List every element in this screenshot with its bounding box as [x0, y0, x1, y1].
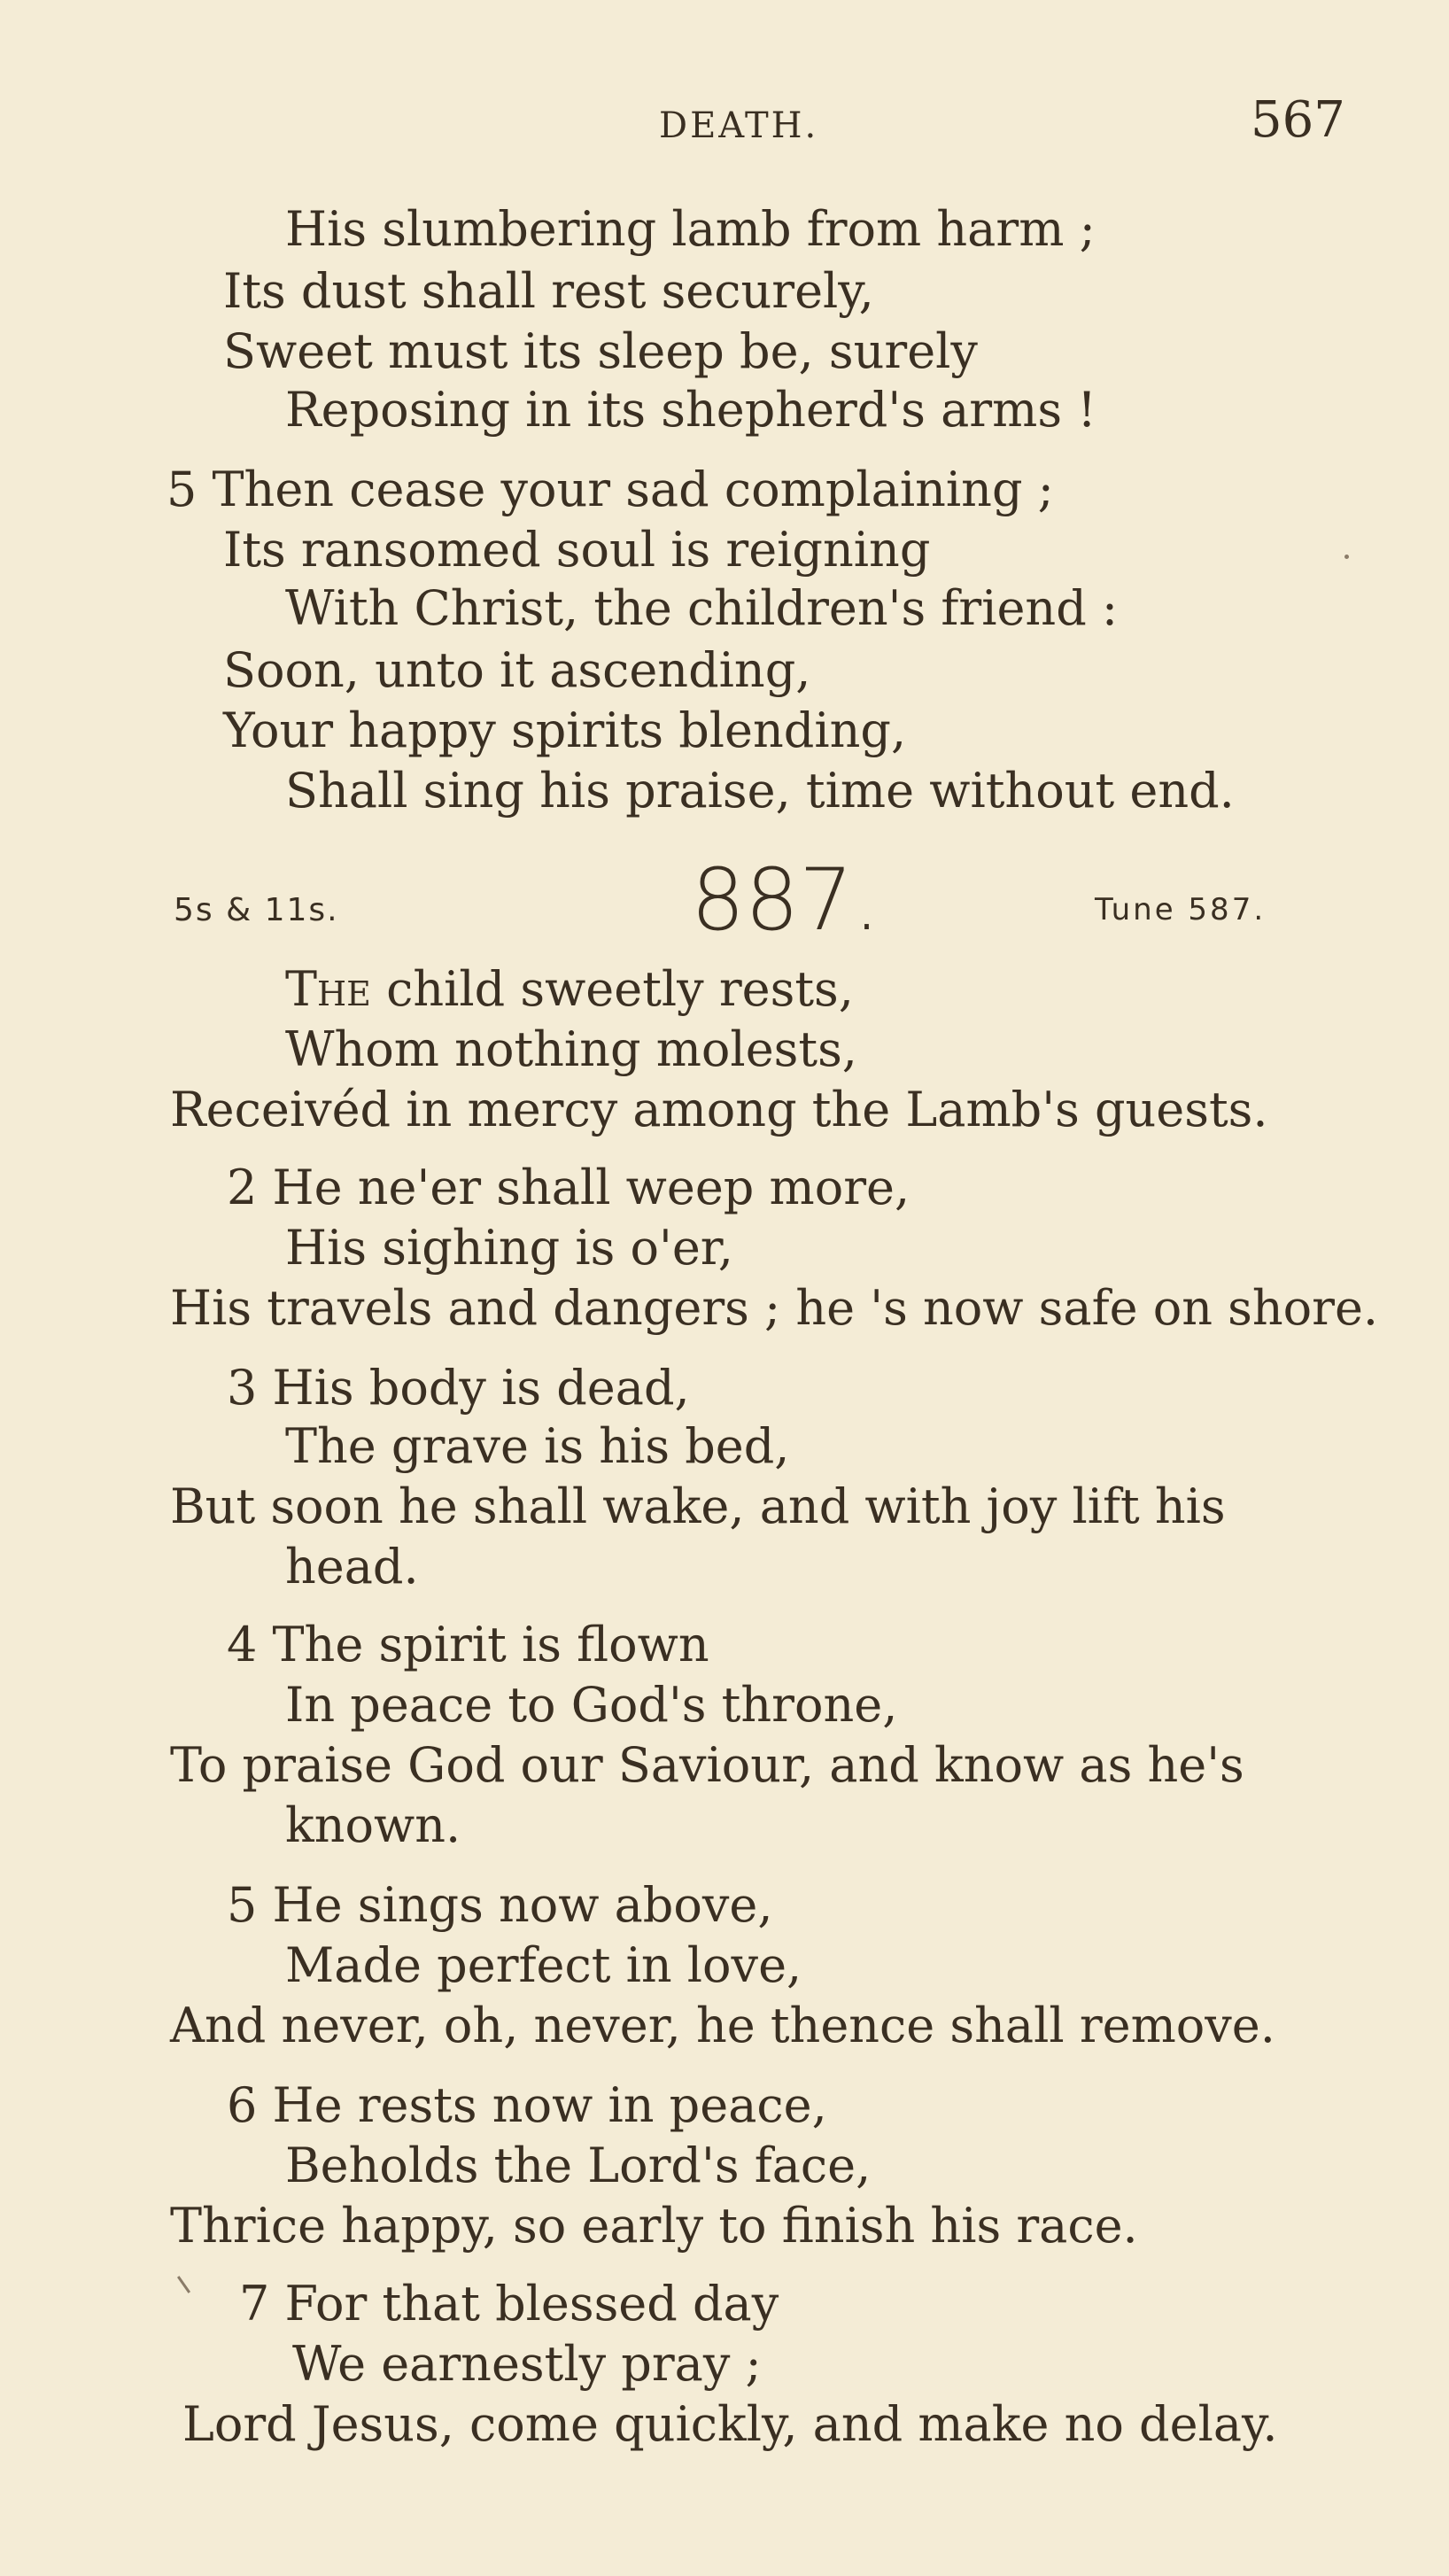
- verse-line: 5 He sings now above,: [227, 1877, 773, 1933]
- verse-line: We earnestly pray ;: [292, 2336, 762, 2392]
- verse-line: Shall sing his praise, time without end.: [285, 763, 1235, 819]
- verse-line: head.: [285, 1539, 419, 1594]
- verse-line: Beholds the Lord's face,: [285, 2138, 872, 2193]
- verse-line: 3 His body is dead,: [227, 1360, 690, 1416]
- verse-line: His sighing is o'er,: [285, 1220, 733, 1276]
- verse-line: Its ransomed soul is reigning: [223, 522, 931, 578]
- verse-line: 6 He rests now in peace,: [227, 2077, 827, 2133]
- hymn-number: 887.: [691, 850, 880, 950]
- verse-line: 4 The spirit is flown: [227, 1617, 709, 1672]
- verse-line: Reposing in its shepherd's arms !: [285, 382, 1096, 438]
- print-speck: [1344, 555, 1349, 559]
- first-word: The: [285, 961, 371, 1017]
- verse-line: Soon, unto it ascending,: [223, 642, 811, 698]
- print-speck: [177, 2276, 190, 2293]
- first-line-rest: child sweetly rests,: [370, 961, 854, 1017]
- verse-line: Lord Jesus, come quickly, and make no delay.: [182, 2396, 1278, 2452]
- verse-line: 2 He ne'er shall weep more,: [227, 1160, 910, 1215]
- verse-line: Thrice happy, so early to finish his race.: [170, 2198, 1138, 2254]
- hymn-tune: Tune 587.: [1095, 892, 1267, 927]
- verse-line: His travels and dangers ; he 's now safe on shore.: [170, 1280, 1379, 1336]
- verse-line: The grave is his bed,: [285, 1418, 790, 1474]
- hymn-meter: 5s & 11s.: [174, 892, 339, 928]
- verse-line: And never, oh, never, he thence shall remove.: [170, 1998, 1275, 2053]
- verse-line: His slumbering lamb from harm ;: [285, 201, 1096, 257]
- verse-line: With Christ, the children's friend :: [285, 580, 1119, 636]
- page-number: 567: [1251, 91, 1345, 149]
- verse-line: Made perfect in love,: [285, 1937, 802, 1993]
- verse-line: In peace to God's throne,: [285, 1677, 898, 1733]
- verse-line: Sweet must its sleep be, surely: [223, 323, 978, 379]
- verse-line: But soon he shall wake, and with joy lift his: [170, 1478, 1226, 1534]
- verse-line: 5 Then cease your sad complaining ;: [167, 462, 1054, 517]
- verse-line: 7 For that blessed day: [239, 2276, 779, 2332]
- verse-line: [285, 961, 854, 1017]
- verse-line: known.: [285, 1797, 461, 1853]
- verse-line: To praise God our Saviour, and know as he's: [170, 1737, 1244, 1793]
- verse-line: Whom nothing molests,: [285, 1021, 857, 1077]
- verse-line: Its dust shall rest securely,: [223, 263, 874, 319]
- page-header-title: DEATH.: [659, 105, 819, 146]
- verse-line: Receivéd in mercy among the Lamb's guests.: [170, 1082, 1268, 1137]
- verse-line: Your happy spirits blending,: [223, 702, 907, 758]
